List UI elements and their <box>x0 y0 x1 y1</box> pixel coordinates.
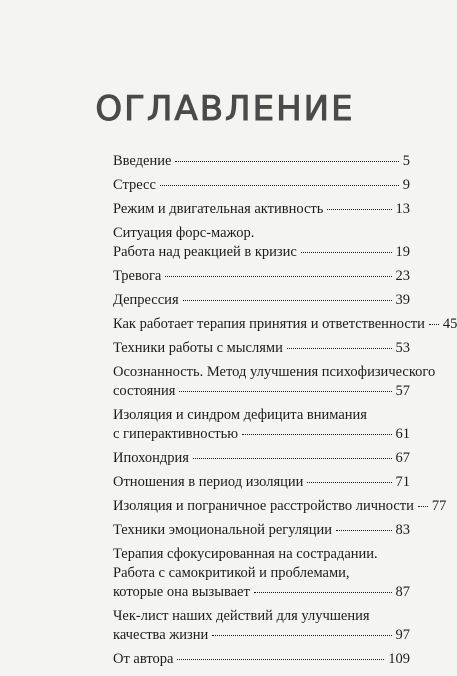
toc-entry <box>113 406 410 444</box>
page-number: 87 <box>395 584 410 600</box>
page-number: 23 <box>395 268 410 284</box>
dot-leader <box>160 185 399 186</box>
page-number: 71 <box>395 474 410 490</box>
dot-leader <box>165 276 391 277</box>
toc-entry-row <box>113 243 410 262</box>
toc-entry <box>113 363 436 401</box>
toc-entry-row <box>113 267 410 286</box>
dot-leader <box>177 659 384 660</box>
toc-entry-title-line: От автора <box>113 651 174 667</box>
toc-entry-row <box>113 626 410 645</box>
toc-entry-row <box>113 473 410 492</box>
toc-entry <box>113 497 447 516</box>
page-number: 83 <box>395 522 410 538</box>
toc-entry-row <box>113 650 410 669</box>
toc-entry-title-line: Терапия сфокусированная на сострадании. <box>113 546 378 562</box>
toc-entry-title-line: Изоляция и синдром дефицита внимания <box>113 407 367 423</box>
page-number: 109 <box>388 651 410 667</box>
dot-leader <box>301 252 392 253</box>
table-of-contents <box>113 152 457 674</box>
toc-entry <box>113 650 410 669</box>
toc-entry-row <box>113 521 410 540</box>
toc-entry <box>113 607 410 645</box>
toc-entry-title-line: Осознанность. Метод улучшения психофизического <box>113 364 436 380</box>
dot-leader <box>418 506 428 507</box>
page-number: 53 <box>395 340 410 356</box>
toc-entry-title-line: качества жизни <box>113 627 209 643</box>
page-number: 5 <box>402 153 410 169</box>
page-number: 67 <box>395 450 410 466</box>
toc-entry <box>113 224 410 262</box>
dot-leader <box>183 300 392 301</box>
toc-entry-title-line: Тревога <box>113 268 162 284</box>
toc-entry <box>113 152 410 171</box>
toc-entry <box>113 521 410 540</box>
dot-leader <box>287 348 392 349</box>
toc-entry-row <box>113 382 410 401</box>
toc-entry <box>113 176 410 195</box>
toc-entry-row <box>113 315 457 334</box>
toc-entry-title-line: Изоляция и пограничное расстройство личности <box>113 498 414 514</box>
toc-entry-title-line: Стресс <box>113 177 156 193</box>
toc-entry-row <box>113 200 410 219</box>
page-number: 77 <box>431 498 447 514</box>
page-number: 13 <box>395 201 410 217</box>
toc-entry-row <box>113 176 410 195</box>
page-number: 57 <box>395 383 410 399</box>
toc-entry <box>113 339 410 358</box>
toc-entry <box>113 473 410 492</box>
toc-entry <box>113 315 457 334</box>
toc-entry-row <box>113 449 410 468</box>
page-number: 39 <box>395 292 410 308</box>
toc-entry-title-line: Отношения в период изоляции <box>113 474 304 490</box>
page-number: 97 <box>395 627 410 643</box>
page-title: ОГЛАВЛЕНИЕ <box>95 89 355 129</box>
toc-entry-title-line: которые она вызывает <box>113 584 250 600</box>
toc-entry-row <box>113 339 410 358</box>
toc-entry-title-line: с гиперактивностью <box>113 426 239 442</box>
toc-entry <box>113 291 410 310</box>
toc-entry-row <box>113 425 410 444</box>
dot-leader <box>327 209 391 210</box>
page-number: 61 <box>395 426 410 442</box>
toc-entry-title-line: Режим и двигательная активность <box>113 201 324 217</box>
toc-entry-title-line: Депрессия <box>113 292 179 308</box>
dot-leader <box>307 482 391 483</box>
dot-leader <box>212 635 391 636</box>
toc-entry-title-line: Введение <box>113 153 172 169</box>
toc-entry-title-line: Техники работы с мыслями <box>113 340 283 356</box>
page-number: 19 <box>395 244 410 260</box>
toc-entry-row <box>113 152 410 171</box>
page-number: 45 <box>442 316 457 332</box>
toc-entry <box>113 545 410 602</box>
toc-entry-title-line: Ситуация форс-мажор. <box>113 225 255 241</box>
dot-leader <box>336 530 391 531</box>
toc-entry <box>113 267 410 286</box>
dot-leader <box>193 458 392 459</box>
dot-leader <box>254 592 392 593</box>
toc-entry-title-line: Чек-лист наших действий для улучшения <box>113 608 370 624</box>
dot-leader <box>175 161 398 162</box>
toc-entry-row <box>113 291 410 310</box>
toc-entry-title-line: Работа с самокритикой и проблемами, <box>113 565 350 581</box>
dot-leader <box>179 391 391 392</box>
toc-entry-row <box>113 497 447 516</box>
toc-entry <box>113 200 410 219</box>
toc-entry-title-line: Работа над реакцией в кризис <box>113 244 297 260</box>
toc-entry <box>113 449 410 468</box>
toc-entry-title-line: Как работает терапия принятия и ответственности <box>113 316 425 332</box>
toc-entry-title-line: Ипохондрия <box>113 450 189 466</box>
page-number: 9 <box>402 177 410 193</box>
toc-entry-title-line: состояния <box>113 383 176 399</box>
dot-leader <box>429 324 439 325</box>
dot-leader <box>242 434 391 435</box>
toc-entry-row <box>113 583 410 602</box>
toc-entry-title-line: Техники эмоциональной регуляции <box>113 522 333 538</box>
